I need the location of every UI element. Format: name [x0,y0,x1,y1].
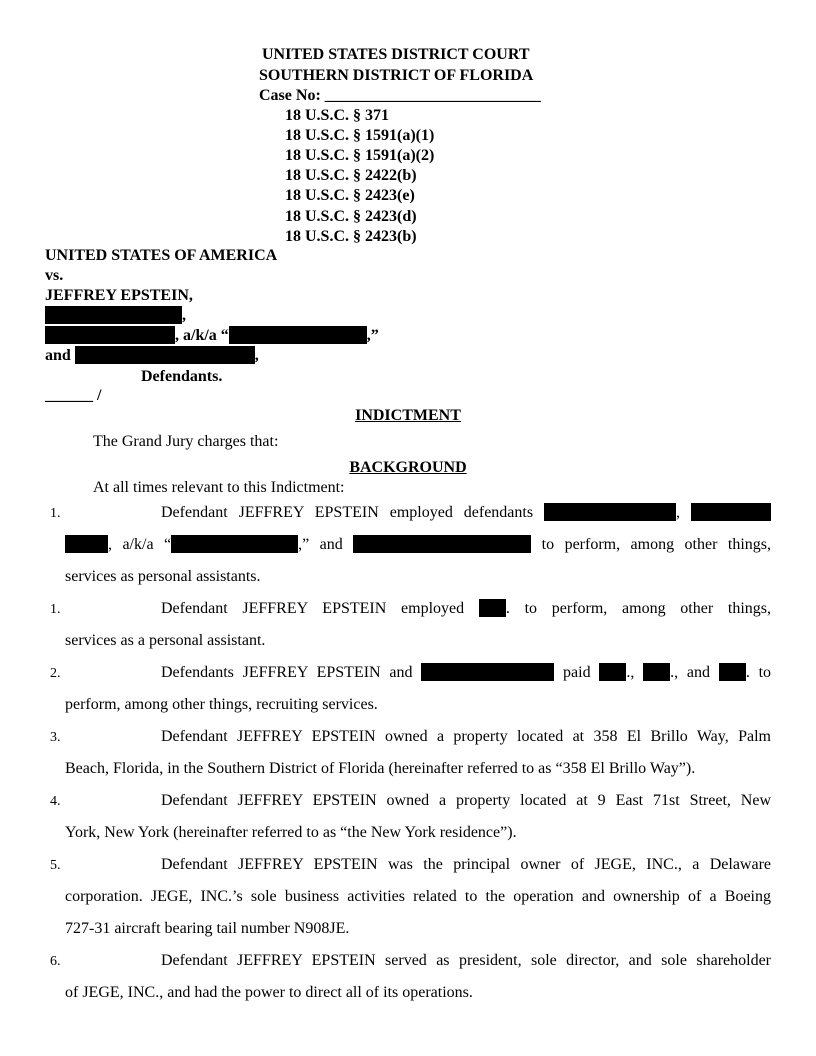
paragraph-line: services as personal assistants. [65,568,261,585]
case-blank: ___________________________ [324,87,541,104]
statute-4: 18 U.S.C. § 2422(b) [285,167,417,184]
paragraph-line: corporation. JEGE, INC.’s sole business activities related to the operation and ownership of a Boeing [65,888,771,905]
paragraph-line: Defendant JEFFREY EPSTEIN served as president, sole director, and sole shareholder [161,952,771,969]
paragraph-6 [65,849,771,945]
court-name: UNITED STATES DISTRICT COURT [262,46,530,63]
defendants-label: Defendants. [141,368,223,385]
paragraph-line: Beach, Florida, in the Southern District of Florida (hereinafter referred to as “358 El Brillo Way”). [65,760,696,777]
redaction-box [353,535,531,553]
redaction-box [65,535,108,553]
paragraph-number: 4. [50,794,61,809]
paragraph-2 [65,593,771,657]
comma: , [254,347,259,364]
redaction-box [75,346,255,364]
redaction-box [421,663,554,681]
paragraph-number: 1. [50,506,61,521]
district-name: SOUTHERN DISTRICT OF FLORIDA [259,67,534,84]
section-heading: BACKGROUND [349,459,467,476]
section-intro: At all times relevant to this Indictment: [93,479,345,496]
redaction-box [45,326,175,344]
paragraph-number: 2. [50,666,61,681]
statute-1: 18 U.S.C. § 371 [285,107,390,124]
paragraph-4 [65,721,771,785]
paragraph-7 [65,945,771,1009]
document-title: INDICTMENT [355,407,461,424]
redaction-box [719,663,746,681]
paragraph-line: perform, among other things, recruiting services. [65,696,378,713]
aka-text: , a/k/a “ [175,327,229,344]
paragraph-line: 727-31 aircraft bearing tail number N908JE. [65,920,350,937]
paragraph-number: 1. [50,602,61,617]
paragraph-line: of JEGE, INC., and had the power to direct all of its operations. [65,984,473,1001]
case-number [259,86,541,106]
defendant-2 [45,306,186,326]
statute-7: 18 U.S.C. § 2423(b) [285,228,417,245]
paragraph-number: 6. [50,954,61,969]
paragraph-line: Defendants JEFFREY EPSTEIN and paid ., ., and . to [161,664,772,681]
comma: , [182,307,186,324]
paragraph-line: York, New York (hereinafter referred to as “the New York residence”). [65,824,517,841]
defendant-1: JEFFREY EPSTEIN, [45,287,193,304]
defendant-3 [45,326,379,346]
versus: vs. [45,267,64,284]
redaction-box [691,503,771,521]
redaction-box [45,306,182,324]
redaction-box [643,663,670,681]
redaction-box [544,503,676,521]
slash-line: ______ / [45,387,102,404]
redaction-box [229,326,367,344]
and-text: and [45,347,71,364]
paragraph-number: 3. [50,730,61,745]
paragraph-line: services as a personal assistant. [65,632,266,649]
case-label: Case No: [259,87,321,104]
paragraph-line: Defendant JEFFREY EPSTEIN employed defendants , [65,497,771,529]
plaintiff: UNITED STATES OF AMERICA [45,247,278,264]
paragraph-5 [65,785,771,849]
statute-5: 18 U.S.C. § 2423(e) [285,187,415,204]
paragraph-line: Defendant JEFFREY EPSTEIN was the principal owner of JEGE, INC., a Delaware [161,856,771,873]
statute-2: 18 U.S.C. § 1591(a)(1) [285,127,435,144]
intro-text: The Grand Jury charges that: [93,433,279,450]
paragraph-line: , a/k/a “ ,” and to perform, among other things, [65,529,771,561]
paragraph-1 [65,497,771,593]
redaction-box [171,535,298,553]
redaction-box [479,599,506,617]
statute-3: 18 U.S.C. § 1591(a)(2) [285,147,435,164]
defendant-4 [45,346,259,366]
paragraph-3 [65,657,771,721]
aka-close: ,” [366,327,379,344]
redaction-box [599,663,626,681]
statute-6: 18 U.S.C. § 2423(d) [285,208,417,225]
paragraph-line: Defendant JEFFREY EPSTEIN employed . to perform, among other things, [161,600,772,617]
paragraph-line: Defendant JEFFREY EPSTEIN owned a property located at 358 El Brillo Way, Palm [161,728,771,745]
paragraph-number: 5. [50,858,61,873]
paragraph-line: Defendant JEFFREY EPSTEIN owned a property located at 9 East 71st Street, New [161,792,771,809]
